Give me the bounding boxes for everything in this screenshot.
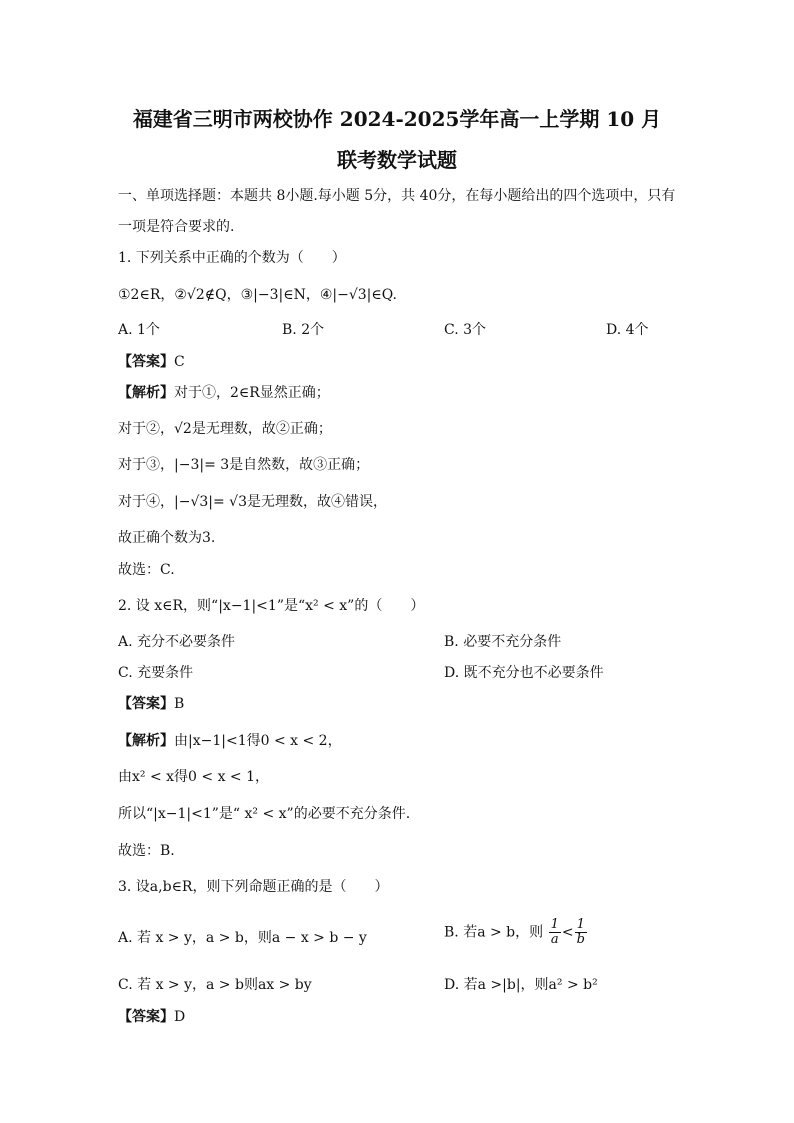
fraction-1-over-b [575, 918, 587, 947]
q3-option-d: D. 若a >|b|，则a² > b² [444, 977, 598, 993]
q1-analysis-line-4: 对于④，|−√3|= √3是无理数，故④错误， [118, 494, 388, 510]
q2-analysis-line-2: 由x² < x得0 < x < 1， [118, 769, 270, 785]
q2-option-a: A. 充分不必要条件 [118, 634, 236, 650]
q3-option-b [444, 918, 588, 947]
q3-option-c: C. 若 x > y，a > b则ax > by [118, 977, 312, 993]
q2-option-c: C. 充要条件 [118, 665, 194, 681]
answer-tag: 【答案】 [118, 354, 174, 370]
section-heading-line-2: 一项是符合要求的. [118, 219, 235, 235]
q1-answer [118, 352, 185, 372]
fraction-1-over-a [549, 918, 561, 947]
q1-analysis-line-1 [118, 383, 330, 403]
q3-option-a: A. 若 x > y，a > b，则a − x > b − y [118, 930, 367, 946]
less-than-sign: < [561, 924, 574, 941]
answer-value: C [174, 354, 185, 370]
answer-tag: 【答案】 [118, 1009, 174, 1025]
analysis-text: 由|x−1|<1得0 < x < 2， [174, 733, 342, 749]
q1-analysis-line-6: 故选：C. [118, 562, 175, 578]
q1-option-a: A. 1个 [118, 322, 160, 338]
q3-option-b-prefix: B. 若a > b，则 [444, 924, 544, 941]
fraction-numerator: 1 [550, 917, 559, 932]
q1-option-b: B. 2个 [282, 322, 325, 338]
q2-analysis-line-4: 故选：B. [118, 843, 175, 859]
answer-value: B [174, 696, 185, 712]
fraction-denominator: b [576, 932, 585, 947]
q1-option-c: C. 3个 [444, 322, 487, 338]
q1-option-d: D. 4个 [606, 322, 649, 338]
q2-analysis-line-1 [118, 731, 342, 751]
q1-items: ①2∈R，②√2∉Q，③|−3|∈N，④|−√3|∈Q. [118, 287, 397, 303]
analysis-tag: 【解析】 [118, 385, 174, 401]
analysis-text: 对于①，2∈R显然正确； [174, 385, 330, 401]
q1-analysis-line-3: 对于③，|−3|= 3是自然数，故③正确； [118, 457, 370, 473]
q1-analysis-line-2: 对于②，√2是无理数，故②正确； [118, 421, 332, 437]
q3-answer [118, 1007, 185, 1027]
q2-analysis-line-3: 所以“|x−1|<1”是“ x² < x”的必要不充分条件. [118, 806, 411, 822]
fraction-numerator: 1 [575, 918, 587, 933]
q2-option-b: B. 必要不充分条件 [444, 634, 562, 650]
q1-analysis-line-5: 故正确个数为3. [118, 530, 216, 546]
fraction-denominator: a [550, 932, 559, 947]
q2-answer [118, 694, 184, 714]
analysis-tag: 【解析】 [118, 733, 174, 749]
q3-stem: 3. 设a,b∈R，则下列命题正确的是（ ） [118, 879, 389, 895]
answer-value: D [174, 1009, 186, 1025]
doc-title-line-2: 联考数学试题 [337, 148, 457, 172]
q2-stem: 2. 设 x∈R，则“|x−1|<1”是“x² < x”的（ ） [118, 598, 425, 614]
doc-title-line-1: 福建省三明市两校协作 2024-2025学年高一上学期 10 月 [132, 107, 662, 131]
section-heading-line-1: 一、单项选择题：本题共 8小题.每小题 5分，共 40分，在每小题给出的四个选项中，只有 [118, 188, 676, 204]
answer-tag: 【答案】 [118, 696, 174, 712]
q2-option-d: D. 既不充分也不必要条件 [444, 665, 604, 681]
q1-stem: 1. 下列关系中正确的个数为（ ） [118, 250, 346, 266]
